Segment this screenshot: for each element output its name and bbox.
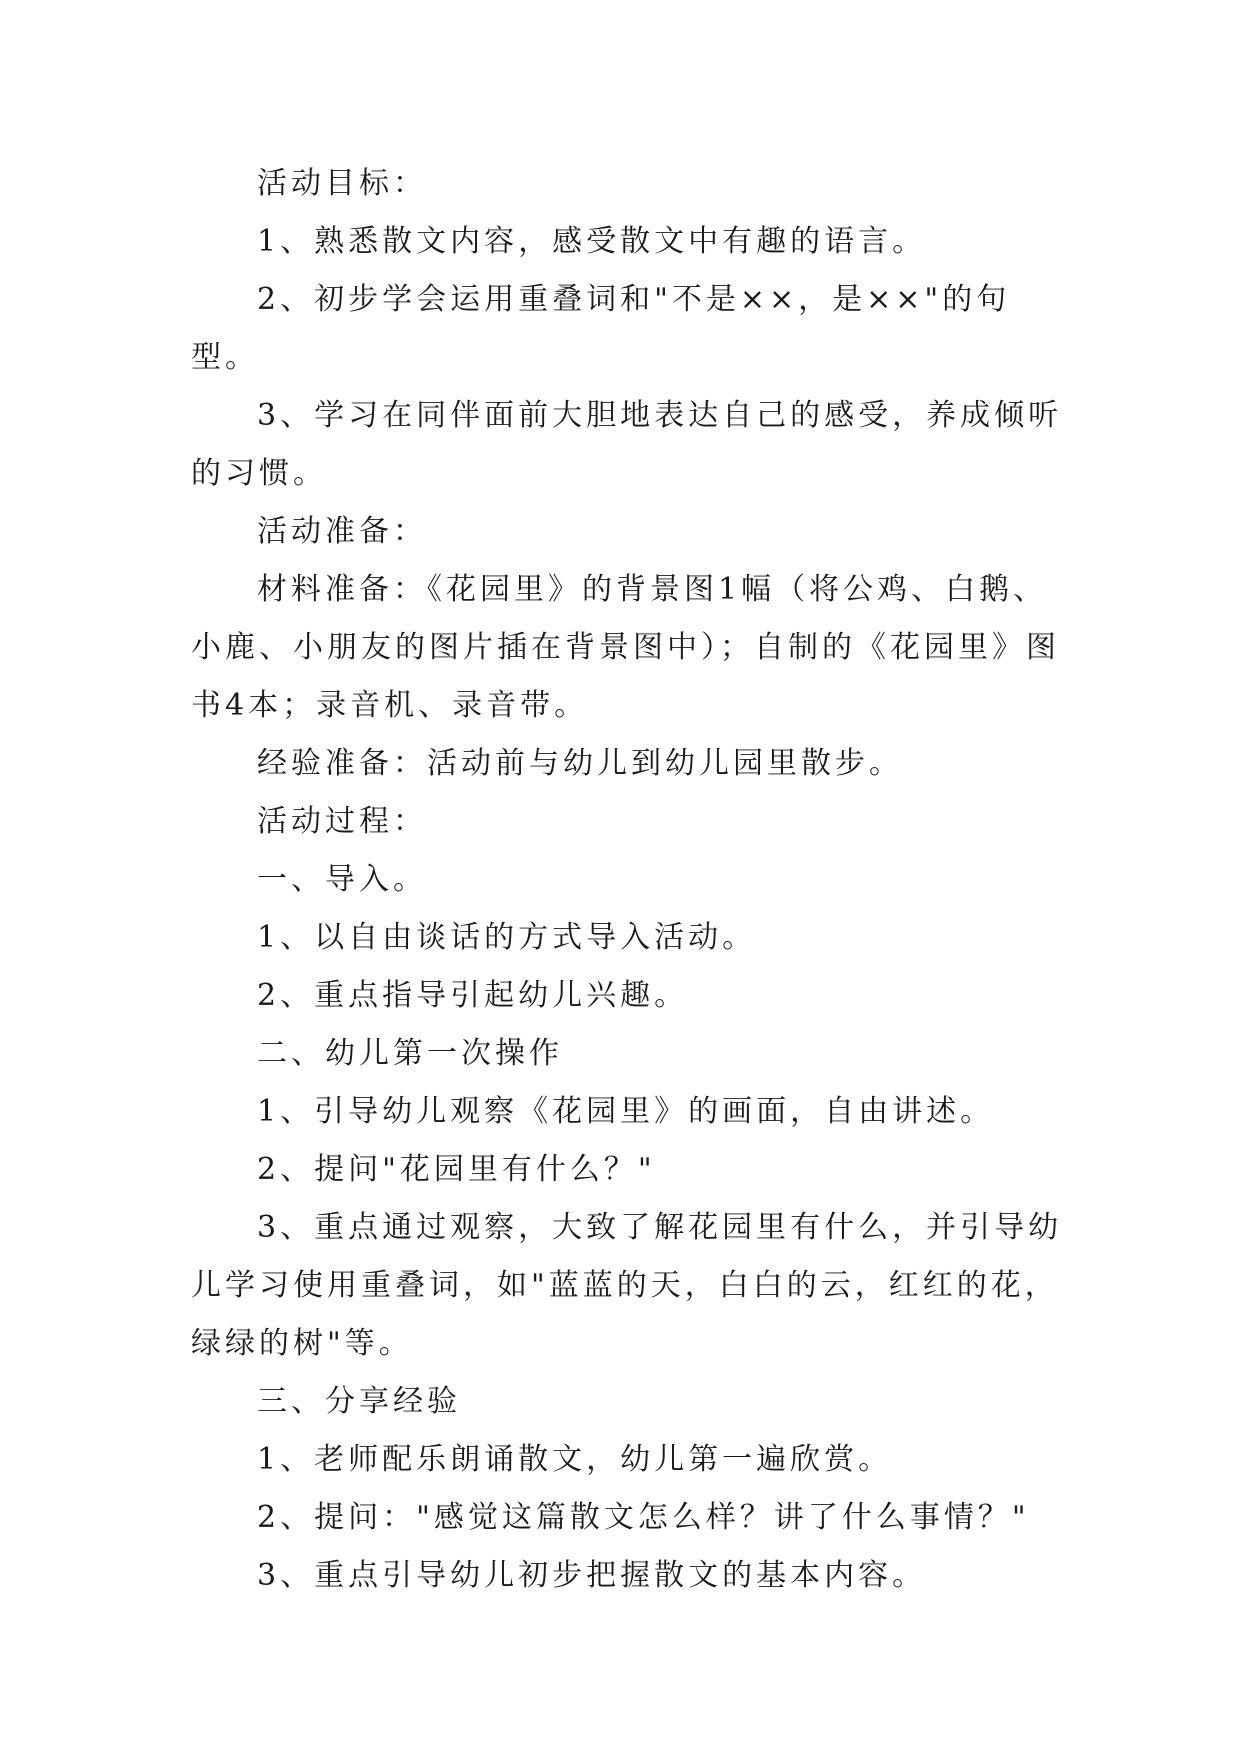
section-3-title: 三、分享经验 [257, 1384, 461, 1419]
section-2-item-1: 1、引导幼儿观察《花园里》的画面，自由讲述。 [257, 1094, 995, 1129]
section-2-item-3: 3、重点通过观察，大致了解花园里有什么，并引导幼儿学习使用重叠词，如"蓝蓝的天，白白的云，红红的花，绿绿的树"等。 [191, 1210, 1063, 1361]
section-2-title: 二、幼儿第一次操作 [257, 1036, 563, 1071]
goal-item-2: 2、初步学会运用重叠词和"不是××，是××"的句型。 [191, 282, 1011, 375]
heading-activity-goals: 活动目标： [257, 166, 427, 201]
heading-activity-preparation: 活动准备： [257, 514, 427, 549]
section-3-item-2: 2、提问："感觉这篇散文怎么样？讲了什么事情？" [257, 1500, 1030, 1535]
section-2-item-2: 2、提问"花园里有什么？" [257, 1152, 656, 1187]
section-3-item-1: 1、老师配乐朗诵散文，幼儿第一遍欣赏。 [257, 1442, 893, 1477]
document-body [191, 155, 1071, 1605]
section-3-item-3: 3、重点引导幼儿初步把握散文的基本内容。 [257, 1558, 927, 1593]
section-1-item-2: 2、重点指导引起幼儿兴趣。 [257, 978, 689, 1013]
material-preparation: 材料准备：《花园里》的背景图1幅（将公鸡、白鹅、小鹿、小朋友的图片插在背景图中）；自制的《花园里》图书4本；录音机、录音带。 [191, 572, 1060, 723]
experience-preparation: 经验准备：活动前与幼儿到幼儿园里散步。 [257, 746, 903, 781]
section-1-item-1: 1、以自由谈话的方式导入活动。 [257, 920, 757, 955]
section-1-title: 一、导入。 [257, 862, 427, 897]
heading-activity-process: 活动过程： [257, 804, 427, 839]
goal-item-3: 3、学习在同伴面前大胆地表达自己的感受，养成倾听的习惯。 [191, 398, 1063, 491]
goal-item-1: 1、熟悉散文内容，感受散文中有趣的语言。 [257, 224, 927, 259]
